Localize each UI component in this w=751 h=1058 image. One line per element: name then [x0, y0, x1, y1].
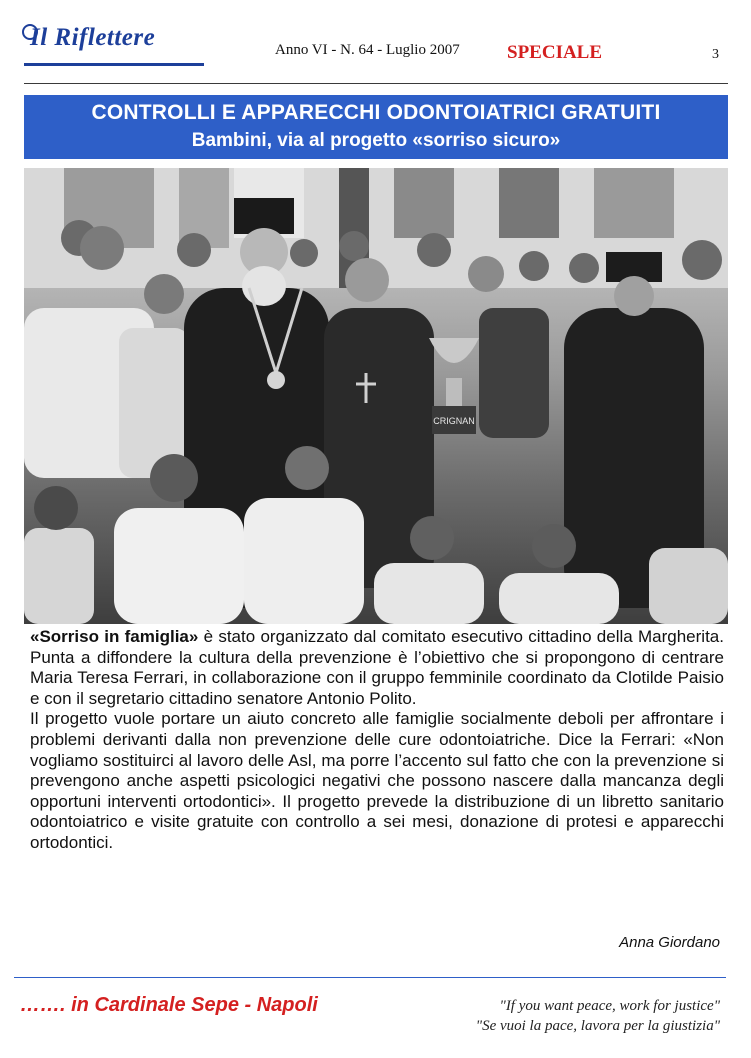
article-paragraph-1-text: è stato organizzato dal comitato esecutivo cittadino della Margherita. Punta a diffondere la cultura della prevenzione è l’obiettivo che si propongono di centrare Maria Teresa Ferrari, in collaborazione con il gruppo femminile coordinato da Clotilde Paisio e con il segretario cittadino senatore Antonio Polito. [30, 627, 724, 708]
newspaper-logo: Il Riflettere [30, 24, 156, 51]
article-paragraph-2: Il progetto vuole portare un aiuto concreto alle famiglie socialmente deboli per affrontare i problemi derivanti dalla non prevenzione delle cure odontoiatriche. Dice la Ferrari: «Non vogliamo sostituirci al lavoro delle Asl, ma porre l’accento sul fatto che con la prevenzione si prevengono anche aspetti psicologici negativi che possono nascere dalla mancanza degli opportuni interventi ortodontici». Il progetto prevede la distribuzione di un libretto sanitario odontoiatrico e visite gratuite con controllo a sei mesi, donazione di protesi e apparecchi ortodontici. [30, 709, 724, 852]
group-photo [24, 168, 728, 624]
footer-tagline: ……. in Cardinale Sepe - Napoli [20, 994, 318, 1016]
footer-quote-italian: "Se vuoi la pace, lavora per la giustizia" [475, 1018, 720, 1034]
headline: CONTROLLI E APPARECCHI ODONTOIATRICI GRATUITI [91, 101, 661, 124]
subheadline: Bambini, via al progetto «sorriso sicuro» [191, 130, 561, 151]
trophy-text: CRIGNAN [433, 416, 475, 426]
masthead [0, 0, 751, 80]
footer-divider [14, 977, 726, 978]
footer-quote-english: "If you want peace, work for justice" [499, 998, 720, 1014]
article-lead: «Sorriso in famiglia» [30, 627, 199, 646]
article-author: Anna Giordano [619, 934, 720, 951]
page-number: 3 [712, 47, 719, 62]
group-photo-illustration [24, 168, 728, 624]
logo-underline [24, 63, 204, 66]
issue-info: Anno VI - N. 64 - Luglio 2007 [275, 42, 460, 58]
footer-quote [410, 996, 720, 1036]
article-body [30, 627, 724, 854]
article-paragraph-1 [30, 627, 724, 709]
header-divider [24, 83, 728, 84]
section-label: SPECIALE [507, 42, 603, 63]
headline-banner [24, 95, 728, 159]
